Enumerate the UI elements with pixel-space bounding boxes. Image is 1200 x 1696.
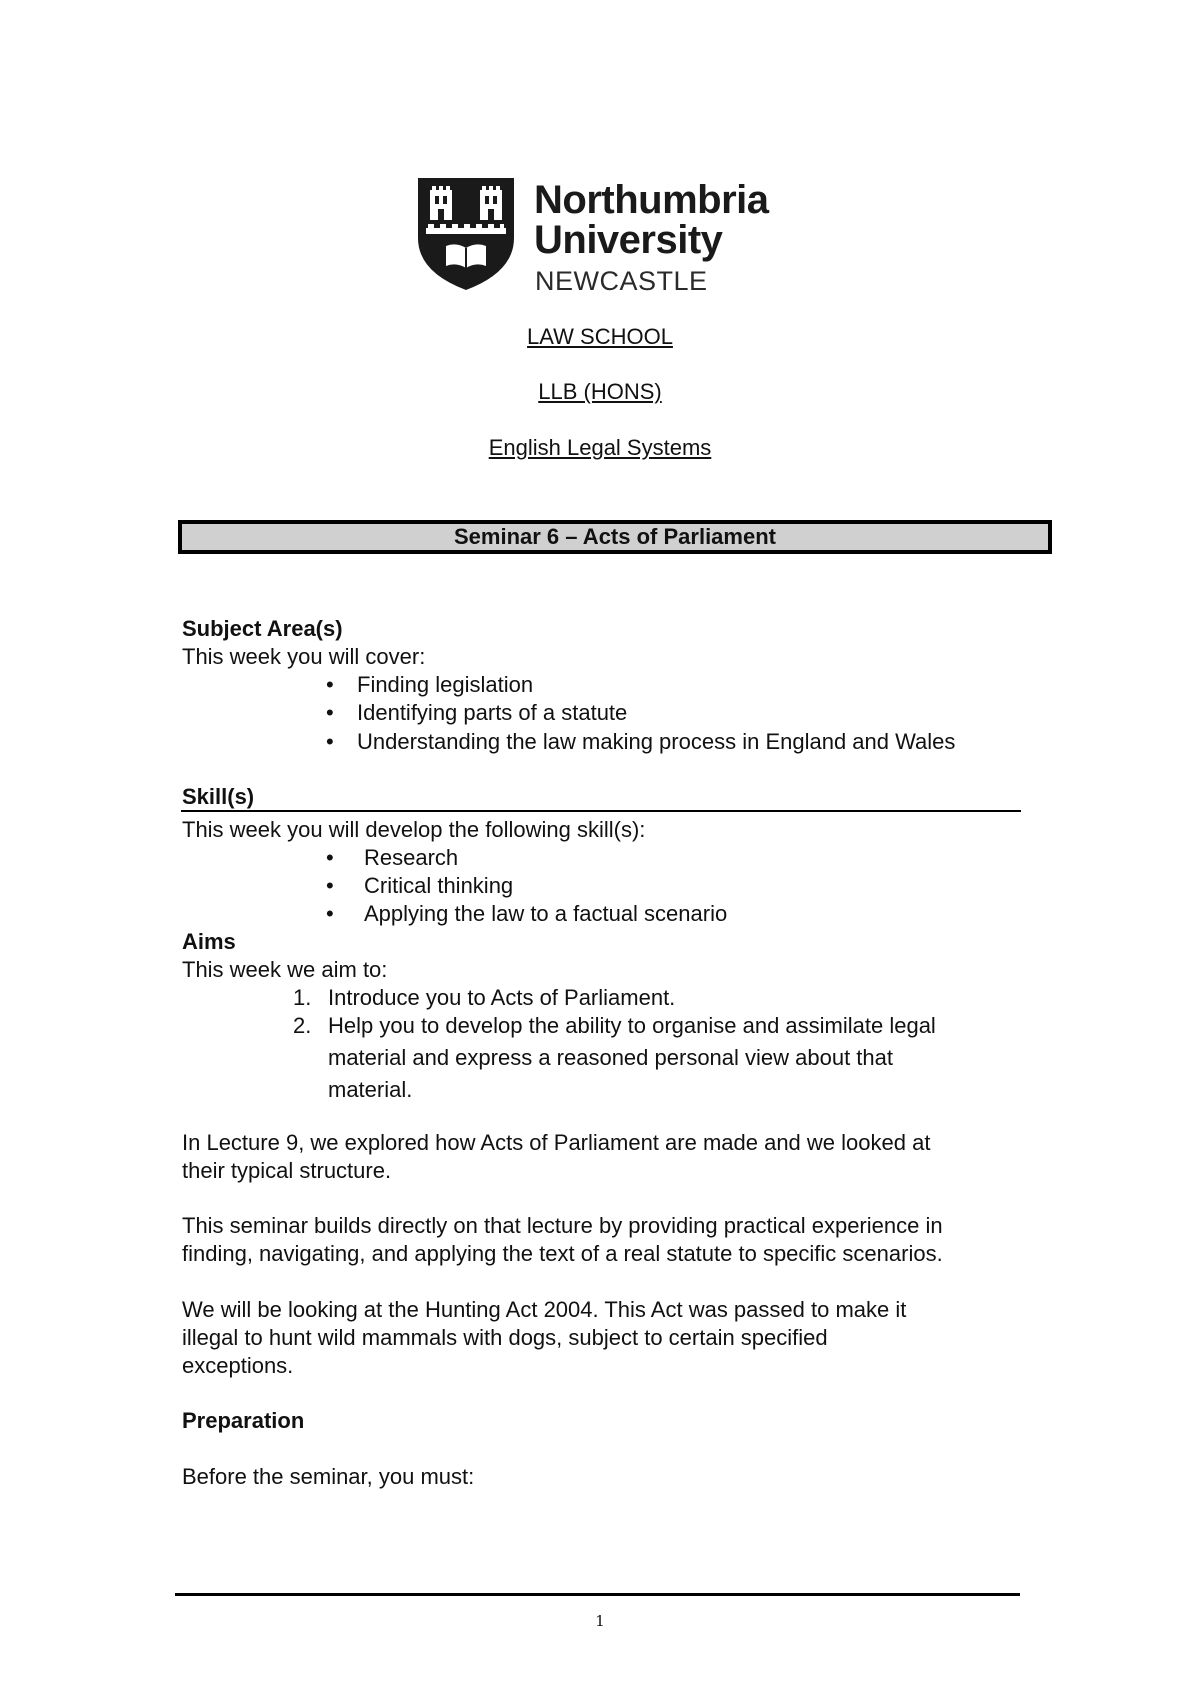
paragraph-line: exceptions. (182, 1353, 294, 1378)
paragraph-line: We will be looking at the Hunting Act 2004. This Act was passed to make it (182, 1297, 907, 1322)
subject-item: Finding legislation (357, 672, 534, 697)
aim-item: material. (328, 1077, 413, 1102)
aim-number: 2. (293, 1013, 312, 1038)
skills-divider (181, 810, 1021, 812)
aim-item: Help you to develop the ability to organise and assimilate legal (328, 1013, 936, 1038)
university-logo (416, 176, 796, 296)
bullet-icon: • (326, 672, 334, 697)
seminar-title: Seminar 6 – Acts of Parliament (454, 524, 776, 549)
logo-city: NEWCASTLE (535, 266, 708, 296)
bullet-icon: • (326, 873, 334, 898)
bullet-icon: • (326, 700, 334, 725)
programme-heading: LLB (HONS) (538, 379, 662, 404)
preparation-intro: Before the seminar, you must: (182, 1464, 475, 1489)
skills-title: Skill(s) (182, 784, 255, 809)
bullet-icon: • (326, 729, 334, 754)
skill-item: Applying the law to a factual scenario (364, 901, 728, 926)
subject-item: Identifying parts of a statute (357, 700, 628, 725)
logo-name-line2: University (534, 218, 723, 262)
aims-intro: This week we aim to: (182, 957, 388, 982)
paragraph-line: This seminar builds directly on that lecture by providing practical experience in (182, 1213, 943, 1238)
page-number: 1 (595, 1612, 605, 1630)
preparation-title: Preparation (182, 1408, 305, 1433)
module-heading: English Legal Systems (488, 435, 712, 460)
skill-item: Critical thinking (364, 873, 514, 898)
bullet-icon: • (326, 901, 334, 926)
aim-item: Introduce you to Acts of Parliament. (328, 985, 676, 1010)
aims-title: Aims (182, 929, 236, 954)
paragraph-line: finding, navigating, and applying the text of a real statute to specific scenarios. (182, 1241, 943, 1266)
skills-intro: This week you will develop the following skill(s): (182, 817, 646, 842)
logo-name-line1: Northumbria (534, 178, 769, 222)
skill-item: Research (364, 845, 459, 870)
aim-number: 1. (293, 985, 312, 1010)
shield-crest-icon (416, 176, 516, 292)
bullet-icon: • (326, 845, 334, 870)
paragraph-line: In Lecture 9, we explored how Acts of Parliament are made and we looked at (182, 1130, 931, 1155)
footer-divider (175, 1593, 1020, 1596)
subject-item: Understanding the law making process in England and Wales (357, 729, 956, 754)
subject-title: Subject Area(s) (182, 616, 343, 641)
paragraph-line: illegal to hunt wild mammals with dogs, subject to certain specified (182, 1325, 828, 1350)
subject-intro: This week you will cover: (182, 644, 426, 669)
paragraph-line: their typical structure. (182, 1158, 392, 1183)
seminar-title-banner (178, 520, 1052, 554)
aim-item: material and express a reasoned personal view about that (328, 1045, 894, 1070)
school-heading: LAW SCHOOL (527, 324, 673, 349)
